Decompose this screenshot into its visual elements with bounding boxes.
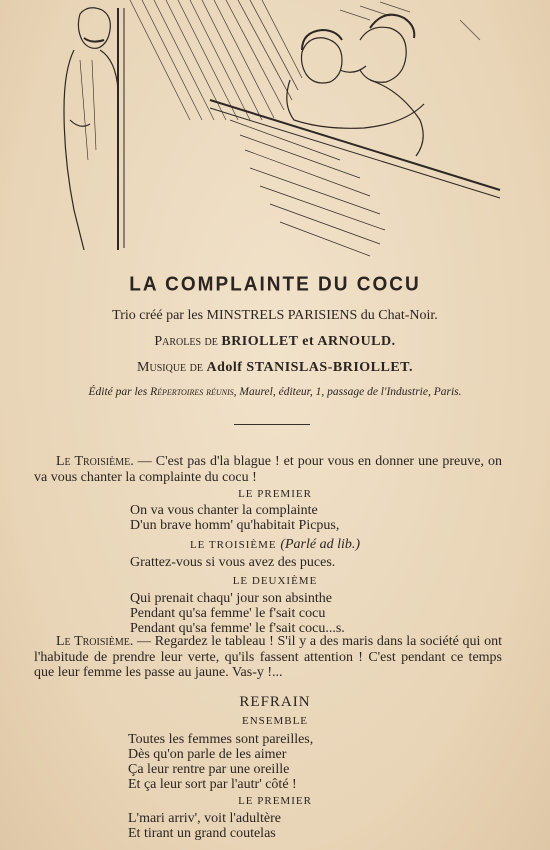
verse-line: Grattez-vous si vous avez des puces. (130, 555, 336, 570)
verse-line: D'un brave homm' qu'habitait Picpus, (130, 518, 340, 533)
engraving-illustration (40, 0, 510, 262)
role-heading: LE PREMIER (238, 795, 312, 807)
role-name: LE TROISIÈME (189, 539, 277, 551)
music-credit (0, 360, 550, 376)
second-spoken-paragraph (34, 634, 502, 681)
verse-line: On va vous chanter la complainte (130, 503, 318, 518)
section-divider (234, 424, 310, 425)
speaker-label: Le Troisième. (56, 634, 134, 649)
verse-line: Toutes les femmes sont pareilles, (128, 732, 314, 747)
verse-line: Pendant qu'sa femme' le f'sait cocu...s. (130, 621, 345, 636)
spoken-text: — C'est pas d'la blague ! et pour vous en donner une preuve, on va vous chanter la complainte du cocu ! (34, 454, 502, 485)
publisher-credit (0, 386, 550, 398)
stage-note: (Parlé ad lib.) (280, 537, 361, 552)
lyrics-authors: BRIOLLET et ARNOULD. (221, 334, 396, 349)
role-heading: LE PREMIER (238, 488, 312, 500)
couple-figures (287, 15, 424, 156)
hatching-background (130, 0, 480, 120)
performer-credit: Trio créé par les MINSTRELS PARISIENS du Chat-Noir. (112, 308, 438, 323)
verse-line: Pendant qu'sa femme' le f'sait cocu (130, 606, 326, 621)
role-heading-with-note (0, 537, 550, 553)
song-title: LA COMPLAINTE DU COCU (129, 273, 421, 296)
role-heading: ENSEMBLE (241, 715, 309, 727)
music-author: Adolf STANISLAS-BRIOLLET. (206, 360, 413, 375)
intro-paragraph (34, 454, 502, 485)
music-prefix: Musique de (137, 360, 203, 375)
verse-line: Et tirant un grand coutelas (128, 826, 276, 841)
verse-line: Et ça leur sort par l'autr' côté ! (128, 777, 297, 792)
verse-line: L'mari arriv', voit l'adultère (128, 811, 281, 826)
verse-line: Dès qu'on parle de les aimer (128, 747, 287, 762)
publisher-rest: Maurel, éditeur, 1, passage de l'Industrie, Paris. (239, 386, 462, 398)
verse-line: Ça leur rentre par une oreille (128, 762, 290, 777)
publisher-prefix: Édité par les (88, 386, 148, 398)
speaker-label: Le Troisième. (56, 454, 134, 469)
man-figure (64, 8, 118, 250)
lyrics-prefix: Paroles de (154, 334, 218, 349)
publisher-name: Répertoires réunis, (150, 386, 237, 398)
lyrics-credit (0, 334, 550, 350)
spoken-text: — Regardez le tableau ! S'il y a des maris dans la société qui ont l'habitude de prendre leur verte, qu'ils fassent attention ! C'est pendant ce temps que leur femme les passe au jaune. Vas-y !... (34, 634, 503, 680)
role-heading: LE DEUXIÈME (232, 575, 318, 587)
refrain-heading: REFRAIN (239, 694, 311, 710)
verse-line: Qui prenait chaqu' jour son absinthe (130, 591, 332, 606)
